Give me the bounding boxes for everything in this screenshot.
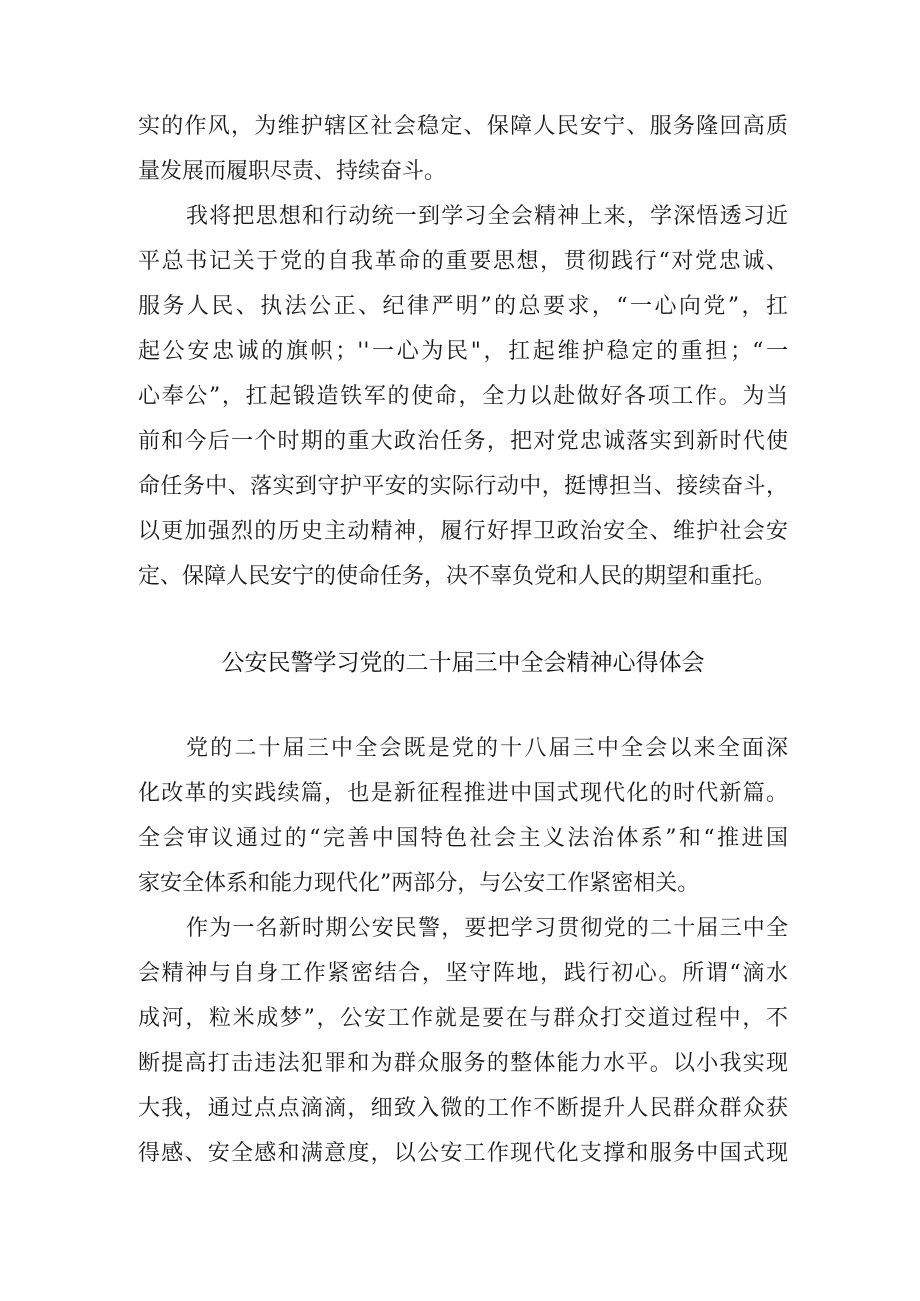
paragraph-line: 大我，通过点点滴滴，细致入微的工作不断提升人民群众群众获: [138, 1096, 788, 1121]
paragraph-line: 家安全体系和能力现代化”两部分，与公安工作紧密相关。: [138, 871, 700, 896]
paragraph-line: 我将把思想和行动统一到学习全会精神上来，学深悟透习近: [186, 204, 788, 229]
paragraph-line: 会精神与自身工作紧密结合，坚守阵地，践行初心。所谓“滴水: [138, 961, 788, 986]
paragraph-line: 前和今后一个时期的重大政治任务，把对党忠诚落实到新时代使: [138, 429, 788, 454]
paragraph-line: 服务人民、执法公正、纪律严明”的总要求，“一心向党”，扛: [138, 294, 788, 319]
paragraph-line: 作为一名新时期公安民警，要把学习贯彻党的二十届三中全: [186, 916, 788, 941]
paragraph-line: 实的作风，为维护辖区社会稳定、保障人民安宁、服务隆回高质: [138, 114, 788, 139]
paragraph-line: 党的二十届三中全会既是党的十八届三中全会以来全面深: [186, 736, 788, 761]
paragraph-line: 起公安忠诚的旗帜；''一心为民"，扛起维护稳定的重担；“一: [138, 339, 788, 364]
paragraph-line: 全会审议通过的“完善中国特色社会主义法治体系”和“推进国: [138, 826, 788, 851]
paragraph-line: 心奉公”，扛起锻造铁军的使命，全力以赴做好各项工作。为当: [138, 384, 788, 409]
paragraph-line: 定、保障人民安宁的使命任务，决不辜负党和人民的期望和重托。: [138, 564, 777, 589]
paragraph-line: 断提高打击违法犯罪和为群众服务的整体能力水平。以小我实现: [138, 1051, 788, 1076]
article-title: 公安民警学习党的二十届三中全会精神心得体会: [221, 650, 705, 676]
paragraph-line: 量发展而履职尽责、持续奋斗。: [138, 159, 447, 184]
paragraph-line: 平总书记关于党的自我革命的重要思想，贯彻践行“对党忠诚、: [138, 249, 788, 274]
paragraph-line: 化改革的实践续篇，也是新征程推进中国式现代化的时代新篇。: [138, 781, 788, 806]
paragraph-line: 得感、安全感和满意度，以公安工作现代化支撑和服务中国式现: [138, 1141, 788, 1166]
paragraph-line: 成河，粒米成梦”，公安工作就是要在与群众打交道过程中，不: [138, 1006, 788, 1031]
paragraph-line: 命任务中、落实到守护平安的实际行动中，挺博担当、接续奋斗，: [138, 474, 788, 499]
paragraph-line: 以更加强烈的历史主动精神，履行好捍卫政治安全、维护社会安: [138, 519, 788, 544]
